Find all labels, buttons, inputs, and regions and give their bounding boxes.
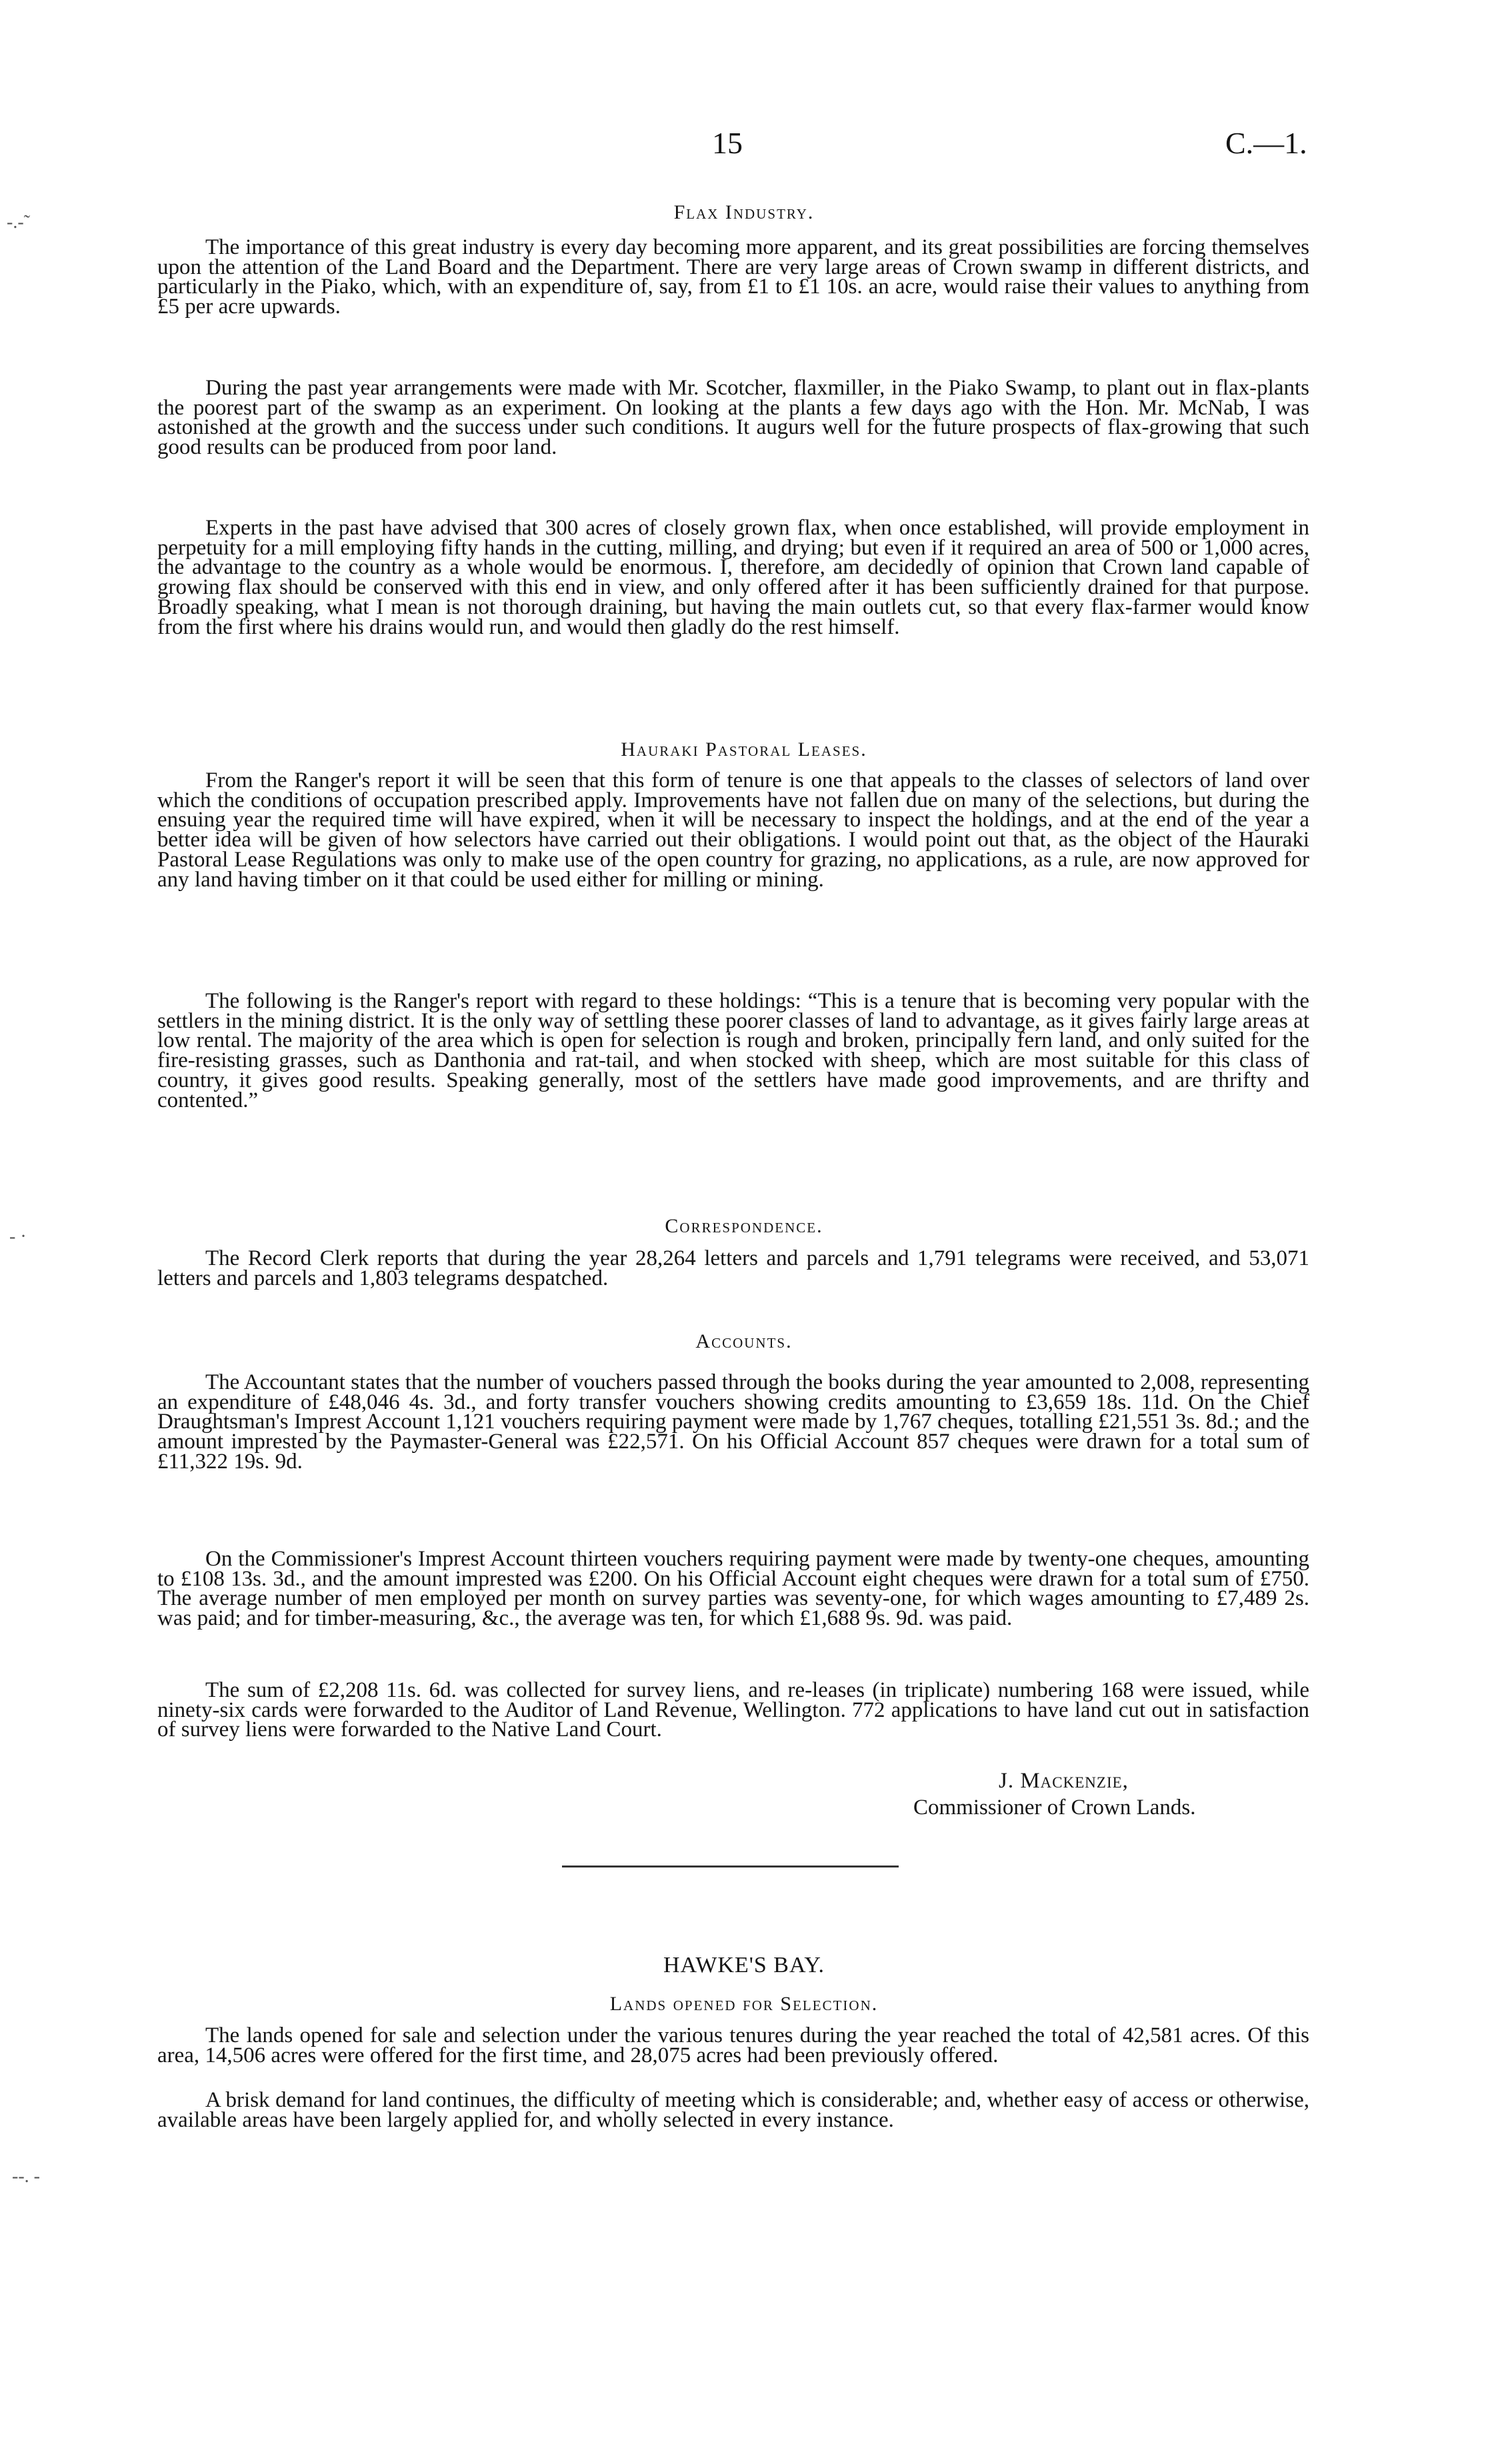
paragraph: During the past year arrangements were made with Mr. Scotcher, flaxmiller, in the Piako Swamp, to plant out in flax-plants the poorest part of the swamp as an experiment. On looking at the plants a few days ago with the Hon. Mr. McNab, I was astonished at the growth and the success under such conditions. It augurs well for the future prospects of flax-growing that such good results can be produced from poor land. <box>157 376 1309 460</box>
paragraph: The following is the Ranger's report with regard to these holdings: “This is a tenure that is becoming very popular with the settlers in the mining district. It is the only way of settling these poorer classes of land to advantage, as it gives fairly large areas at low rental. The majority of the area which is open for selection is rough and broken, principally fern land, and only suited for the fire-resisting grasses, such as Danthonia and rat-tail, and when stocked with sheep, which are most suitable for this class of country, it gives good results. Speaking generally, most of the settlers have made good improvements, and are thrifty and contented.” <box>157 989 1309 1112</box>
section-heading-accounts: Accounts. <box>695 1330 793 1352</box>
signatory-title: Commissioner of Crown Lands. <box>913 1796 1196 1820</box>
paragraph: The Accountant states that the number of vouchers passed through the books during the year amounted to 2,008, representing an expenditure of £48,046 4s. 3d., and forty transfer vouchers showing credits amounting to £3,659 18s. 11d. On the Chief Draughtsman's Imprest Account 1,121 vouchers requiring payment were made by 1,767 cheques, totalling £21,551 3s. 8d.; and the amount imprested by the Paymaster-General was £22,571. On his Official Account 857 cheques were drawn for a total sum of £11,322 19s. 9d. <box>157 1370 1309 1474</box>
running-head <box>0 125 1488 165</box>
paragraph: The importance of this great industry is every day becoming more apparent, and its great possibilities are forcing themselves upon the attention of the Land Board and the Department. There are very large areas of Crown swamp in different districts, and particularly in the Piako, which, with an expenditure of, say, from £1 to £1 10s. an acre, would raise their values to anything from £5 per acre upwards. <box>157 235 1309 319</box>
region-heading-hawkes-bay: HAWKE'S BAY. <box>663 1953 825 1977</box>
signature-block <box>913 1768 1195 1821</box>
page-number: 15 <box>712 126 743 160</box>
section-heading-lands-opened: Lands opened for Selection. <box>609 1993 879 2015</box>
paragraph: The Record Clerk reports that during the year 28,264 letters and parcels and 1,791 telegrams were received, and 53,071 letters and parcels and 1,803 telegrams despatched. <box>157 1246 1309 1290</box>
margin-mark: -.-˜ <box>7 212 30 233</box>
paragraph: The lands opened for sale and selection under the various tenures during the year reached the total of 42,581 acres. Of this area, 14,506 acres were offered for the first time, and 28,075 acres had been previously offered. <box>157 2023 1309 2067</box>
paragraph: Experts in the past have advised that 300 acres of closely grown flax, when once established, will provide employment in perpetuity for a mill employing fifty hands in the cutting, milling, and drying; but even if it required an area of 500 or 1,000 acres, the advantage to the country as a whole would be enormous. I, therefore, am decidedly of opinion that Crown land capable of growing flax should be conserved with this end in view, and only offered after it has been sufficiently drained for that purpose. Broadly speaking, what I mean is not thorough draining, but having the main outlets cut, so that every flax-farmer would know from the first where his drains would run, and would then gladly do the rest himself. <box>157 516 1309 639</box>
section-heading-correspondence: Correspondence. <box>665 1215 823 1237</box>
section-heading-hauraki-pastoral-leases: Hauraki Pastoral Leases. <box>621 738 867 760</box>
margin-mark: - · <box>9 1226 27 1247</box>
paragraph: A brisk demand for land continues, the difficulty of meeting which is considerable; and, whether easy of access or otherwise, available areas have been largely applied for, and wholly selected in every instance. <box>157 2088 1309 2132</box>
paragraph: From the Ranger's report it will be seen that this form of tenure is one that appeals to the classes of selectors of land over which the conditions of occupation prescribed apply. Improvements have not fallen due on many of the selections, but during the ensuing year the required time will have expired, when it will be necessary to inspect the holdings, and at the end of the year a better idea will be given of how selectors have carried out their obligations. I would point out that, as the object of the Hauraki Pastoral Lease Regulations was only to make use of the open country for grazing, no applications, as a rule, are now approved for any land having timber on it that could be used either for milling or mining. <box>157 768 1309 892</box>
signatory-name: J. Mackenzie, <box>999 1769 1129 1793</box>
margin-mark: --. - <box>12 2166 40 2187</box>
paragraph: On the Commissioner's Imprest Account thirteen vouchers requiring payment were made by twenty-one cheques, amounting to £108 13s. 3d., and the amount imprested was £200. On his Official Account eight cheques were drawn for a total sum of £750. The average number of men employed per month on survey parties was seventy-one, for which wages amounting to £7,489 2s. was paid; and for timber-measuring, &c., the average was ten, for which £1,688 9s. 9d. was paid. <box>157 1547 1309 1631</box>
section-divider <box>562 1865 899 1867</box>
paragraph: The sum of £2,208 11s. 6d. was collected for survey liens, and re-leases (in triplicate) numbering 168 were issued, while ninety-six cards were forwarded to the Auditor of Land Revenue, Wellington. 772 applications to have land cut out in satisfaction of survey liens were forwarded to the Native Land Court. <box>157 1678 1309 1742</box>
section-heading-flax-industry: Flax Industry. <box>673 201 815 223</box>
document-reference: C.—1. <box>1225 126 1307 160</box>
